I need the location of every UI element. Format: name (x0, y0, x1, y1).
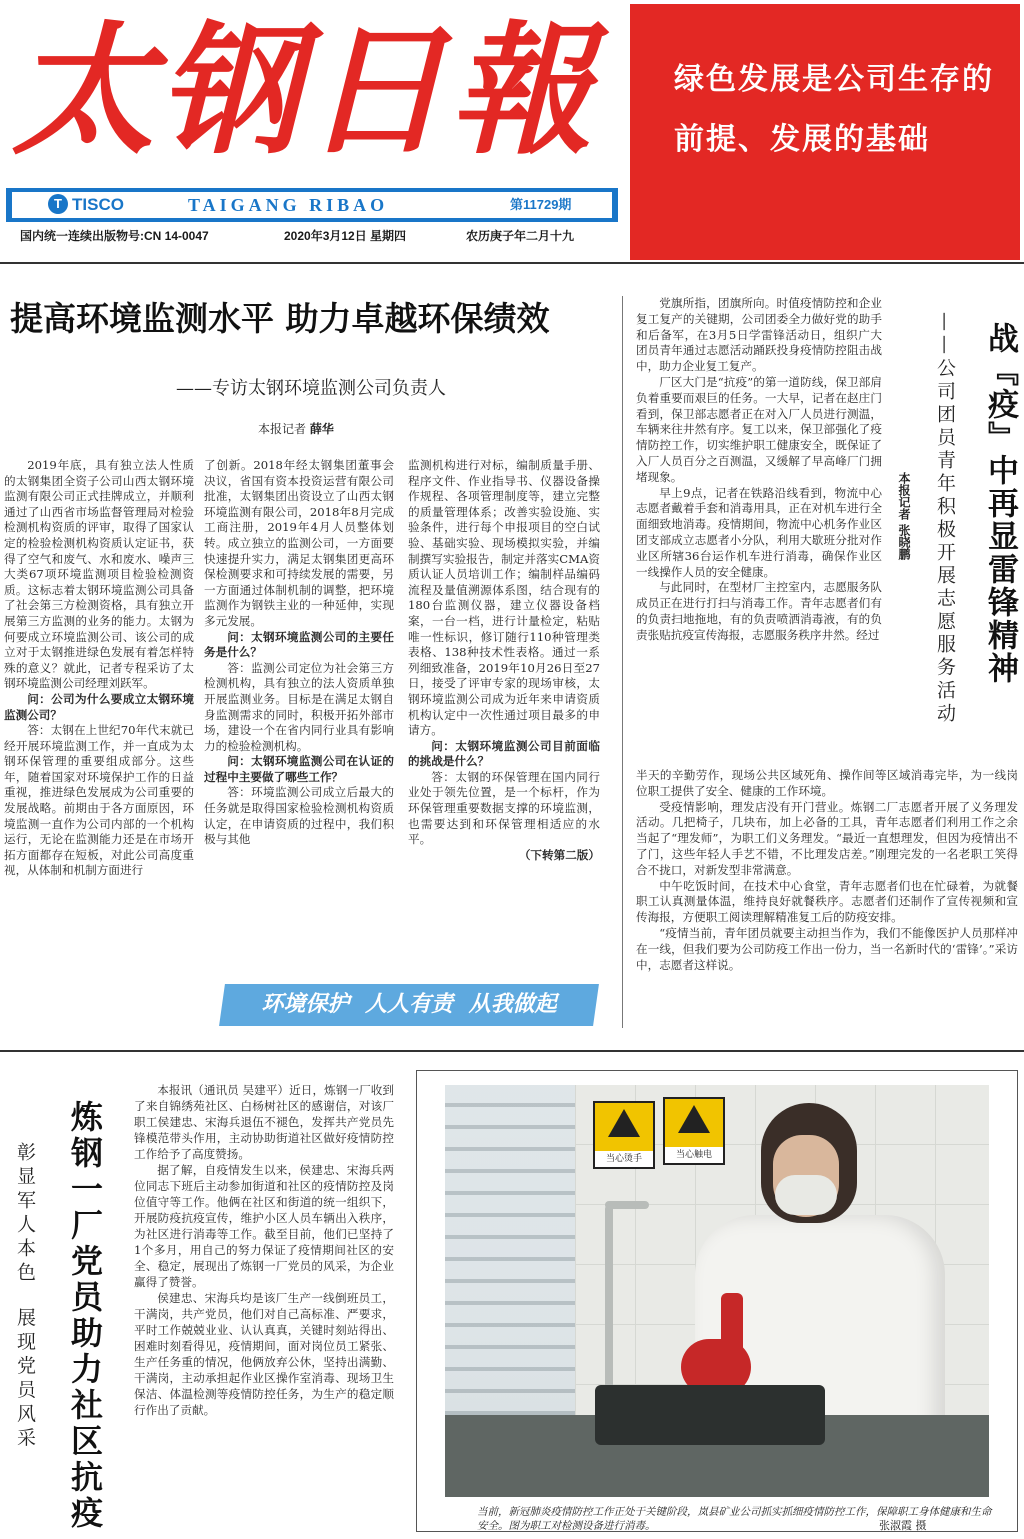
lunar-date: 农历庚子年二月十九 (466, 229, 575, 243)
rule-vertical-lead (622, 296, 623, 1028)
photo (445, 1085, 989, 1497)
right-subhead: ——公司团员青年积极开展志愿服务活动 (934, 312, 956, 726)
masthead-title (12, 0, 612, 186)
warning-sign-electric (663, 1097, 725, 1165)
right-paragraph: 受疫情影响，理发店没有开门营业。炼钢二厂志愿者开展了义务理发活动。几把椅子，几块布，加上必备的工具，青年志愿者们利用工作之余当起了“理发师”，为职工们义务理发。“最近一直想理发，但因为疫情出不了门，这些年轻人手艺不错，不比理发店差。”刚理完发的一名老职工笑得合不拢口，对新发型非常满意。 (636, 799, 1018, 877)
lead-paragraph: 答：监测公司定位为社会第三方检测机构，具有独立的法人资质单独开展监测业务。目标是在满足太钢自身监测需求的同时，积极开拓外部市场，建设一个在省内同行业具有影响力的检验检测机构。 (204, 660, 394, 753)
right-byline: 本报记者 张晓鹏 (897, 472, 911, 561)
rule-top (0, 262, 1024, 264)
eco-banner (219, 984, 599, 1026)
lead-question: 问：太钢环境监测公司的主要任务是什么？ (204, 629, 394, 660)
masthead-bar (6, 188, 618, 222)
bottom-paragraph: 据了解，自疫情发生以来，侯建忠、宋海兵两位同志下班后主动参加街道和社区的疫情防控及岗位值守等工作。他俩在社区和街道的统一组织下，开展防疫抗疫宣传，维护小区人员车辆出入秩序，为社区进行消毒等工作。截至目前，他们已坚持了1个多月，用自己的努力保证了疫情期间社区的安全、稳定，展现出了炼钢一厂党员的风采，为企业赢得了赞誉。 (134, 1163, 394, 1289)
faucet (605, 1205, 613, 1395)
slogan-box (630, 4, 1020, 260)
bottom-paragraph: 侯建忠、宋海兵均是该厂生产一线倒班员工，干满岗，共产党员，他们对自己高标准、严要求，平时工作兢兢业业、认认真真，关键时刻站得出、困难时刻看得见，疫情期间，面对岗位员工紧张、生产任务重的情况，他俩放弃公休，坚持出满勤、干满岗，主动承担起作业区操作室消毒、现场卫生保洁、体温检测等疫情防控任务，为生产的稳定顺行作出了贡献。 (134, 1291, 394, 1417)
issue-date: 2020年3月12日 星期四 (284, 229, 407, 243)
lead-column-1 (4, 458, 194, 879)
lead-subhead: ——专访太钢环境监测公司负责人 (176, 378, 446, 399)
lead-paragraph: 了创新。2018年经太钢集团董事会决议，省国有资本投资运营有限公司批准，太钢集团出资设立了山西太钢环境监测有限公司，2018年8月完成工商注册，2019年4月人员整体划转。成立独立的监测公司，一方面要快速提升实力，满足太钢集团更高环保检测要求和可持续发展的需要，另一方面通过体制机制的调整，把环境监测作为钢铁主业的一种延伸，实现多元发展。 (204, 458, 394, 628)
right-paragraph: “疫情当前，青年团员就要主动担当作为，我们不能像医护人员那样冲在一线，但我们要为公司防疫工作出一份力，当一名新时代的‘雷锋’。”采访中，志愿者这样说。 (636, 925, 1018, 972)
byline-name: 薛华 (309, 422, 334, 436)
lead-paragraph: 答：太钢的环保管理在国内同行业处于领先位置，是一个标杆，作为环保管理重要数据支撑的环境监测，也需要达到和环保管理相适应的水平。 (408, 769, 600, 847)
tisco-logo-icon: T (48, 194, 68, 214)
issue-number: 第11729期 (510, 197, 572, 212)
masthead-inner (12, 192, 612, 218)
right-paragraph: 早上9点，记者在铁路沿线看到，物流中心志愿者戴着手套和消毒用具，正在对机车进行全面细致地消毒。疫情期间，物流中心机务作业区团支部成立志愿者小分队，利用大歇班分批对作业区所辖36台运作机车进行消毒，确保作业区一线操作人员的安全健康。 (636, 485, 882, 579)
photo-credit: 张淑霞 摄 (879, 1519, 927, 1532)
right-headline: 战『疫』中再显雷锋精神 (982, 322, 1018, 685)
tisco-brand: TISCO (72, 195, 124, 214)
pinyin-title: TAIGANG RIBAO (188, 195, 389, 215)
face-mask (775, 1175, 837, 1215)
lead-question: 问：太钢环境监测公司目前面临的挑战是什么？ (408, 738, 600, 769)
slogan-text: 绿色发展是公司生存的前提、发展的基础 (674, 62, 994, 157)
caption-text: 当前，新冠肺炎疫情防控工作正处于关键阶段，岚县矿业公司抓实抓细疫情防控工作，保障职工身体健康和生命安全。图为职工对检测设备进行消毒。 (477, 1506, 992, 1532)
lead-column-2 (204, 458, 394, 848)
lead-question: 问：公司为什么要成立太钢环境监测公司？ (4, 691, 194, 722)
lightning-icon (678, 1105, 710, 1133)
right-paragraph: 与此同时，在型材厂主控室内，志愿服务队成员正在进行打扫与消毒工作。青年志愿者们有的负责扫地拖地，有的负责喷洒消毒液，有的负责张贴抗疫宣传海报，志愿服务秩序井然。经过 (636, 580, 882, 642)
publication-number: 国内统一连续出版物号:CN 14-0047 (20, 229, 209, 243)
warning-sign-label: 当心烫手 (595, 1151, 653, 1167)
rule-middle (0, 1050, 1024, 1052)
lead-paragraph: 答：环境监测公司成立后最大的任务就是取得国家检验检测机构资质认定，在申请资质的过程中，我们积极与其他 (204, 785, 394, 847)
warning-sign-hot (593, 1101, 655, 1169)
byline-prefix: 本报记者 (258, 422, 307, 436)
faucet-spout (605, 1201, 649, 1209)
lead-paragraph: 2019年底，具有独立法人性质的太钢集团全资子公司山西太钢环境监测有限公司正式挂牌成立，并顺利通过了山西省市场监督管理局对检验检测机构资质的评审，取得了国家认定的检验检测机构资质认定证书，获得了空气和废气、水和废水、噪声三大类67项环境监测项目检验检测资质。这标志着太钢环境监测公司具备了社会第三方检测资格，具有独立开展第三方监测的业务的能力。太钢为何要成立环境监测公司、该公司的成立对于太钢推进绿色发展有着怎样特殊的意义？就此，记者专程采访了太钢环境监测公司经理刘跃军。 (4, 458, 194, 691)
right-narrow-column (636, 296, 882, 644)
sink-basin (595, 1385, 825, 1445)
lead-paragraph: 答：太钢在上世纪70年代末就已经开展环境监测工作，并一直成为太钢环保管理的重要组成部分。这些年，随着国家对环境保护工作的日益重视，推进绿色发展成为公司重要的发展战略。前期由于各方面原因，环境监测一直作为公司内部的一个机构运行，无论在监测能力还是在市场开拓方面都存在短板，对此公司高度重视，从体制和机制方面进行 (4, 723, 194, 878)
masthead-title-text: 太钢日報 (12, 8, 596, 174)
bottom-column (134, 1082, 394, 1418)
bottom-deck: 彰显军人本色 展现党员风采 (14, 1142, 36, 1452)
bottom-headline: 炼钢一厂党员助力社区抗疫 (66, 1100, 104, 1532)
lead-paragraph: 监测机构进行对标，编制质量手册、程序文件、作业指导书、仪器设备操作规程、各项管理制度等，建立完整的质量管理体系；改善实验设施、实验条件，进行每个申报项目的空白试验、基础实验、现场模拟实验，并编制撰写实验报告，制定并落实CMA资质认证人员培训工作；编制样品编码流程及量值溯源体系图，结合现有的180台监测仪器，建立仪器设备档案，一台一档，进行计量检定，粘贴唯一性标识，修订随行110种管理类表格、138种技术性表格。通过一系列细致准备，2019年10月26日至27日，接受了评审专家的现场审核，太钢环境监测公司成为近年来申请资质机构认定中一次性通过项目最多的申请方。 (408, 458, 600, 738)
warning-sign-label: 当心触电 (665, 1147, 723, 1163)
lead-question: 问：太钢环境监测公司在认证的过程中主要做了哪些工作？ (204, 754, 394, 784)
continued-note: （下转第二版） (518, 847, 600, 862)
eco-banner-text: 环境保护 人人有责 从我做起 (261, 992, 557, 1017)
right-paragraph: 党旗所指，团旗所向。时值疫情防控和企业复工复产的关键期，公司团委全力做好党的助手和后备军，在3月5日学雷锋活动日，组织广大团员青年通过志愿活动踊跃投身疫情防控阻击战中，助力企业复工复产。 (636, 296, 882, 374)
lead-column-3 (408, 458, 600, 863)
photo-frame (416, 1070, 1018, 1532)
bottom-paragraph: 本报讯（通讯员 吴建平）近日，炼钢一厂收到了来自锦绣苑社区、白杨树社区的感谢信，对该厂职工侯建忠、宋海兵退伍不褪色，发挥共产党员先锋模范带头作用，主动协助街道社区做好疫情防控工作给予了高度赞扬。 (134, 1083, 394, 1161)
right-paragraph: 半天的辛勤劳作，现场公共区域死角、操作间等区域消毒完毕，为一线岗位职工提供了安全、健康的工作环境。 (636, 768, 1018, 798)
right-paragraph: 厂区大门是“抗疫”的第一道防线，保卫部肩负着重要而艰巨的任务。一大早，记者在赵庄门看到，保卫部志愿者正在对入厂人员进行测温，车辆来往井然有序。复工以来，保卫部强化了疫情防控工作，切实维护职工健康安全，既保证了入厂人员百分之百测温，又缓解了早高峰厂门拥堵现象。 (636, 374, 882, 484)
lead-byline (258, 420, 334, 438)
masthead-info (20, 227, 620, 245)
lead-headline: 提高环境监测水平 助力卓越环保绩效 (10, 299, 550, 338)
warning-triangle-icon (608, 1109, 640, 1137)
right-paragraph: 中午吃饭时间，在技术中心食堂，青年志愿者们也在忙碌着，为就餐职工认真测量体温，维持良好就餐秩序。志愿者们还制作了宣传视频和宣传海报，方便职工阅读理解精准复工后的防疫安排。 (636, 878, 1018, 925)
right-wide-column (636, 768, 1018, 973)
spray-bottle (721, 1293, 743, 1357)
